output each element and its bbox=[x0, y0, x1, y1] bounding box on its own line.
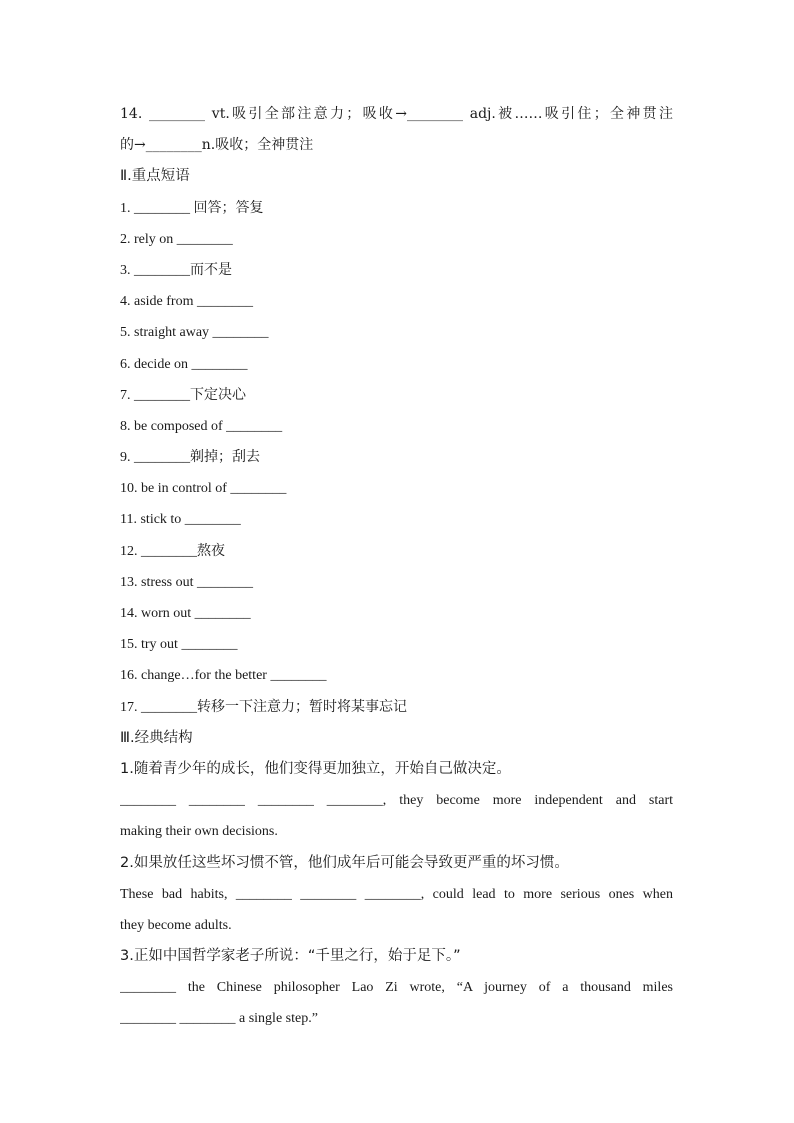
question-1-line-2: making their own decisions. bbox=[120, 824, 278, 840]
section-3-heading: Ⅲ.经典结构 bbox=[120, 729, 193, 746]
question-1-prompt: 1.随着青少年的成长，他们变得更加独立，开始自己做决定。 bbox=[120, 760, 511, 777]
phrase-item-15: 15. try out ________ bbox=[120, 637, 238, 653]
structure-question-3 bbox=[120, 941, 673, 1035]
phrase-item-10: 10. be in control of ________ bbox=[120, 481, 287, 497]
question-3-prompt: 3.正如中国哲学家老子所说：“千里之行，始于足下。” bbox=[120, 948, 461, 965]
phrase-item-4: 4. aside from ________ bbox=[120, 294, 253, 310]
phrase-item-9: 9. ________剃掉；刮去 bbox=[120, 450, 260, 466]
phrase-item-12: 12. ________熬夜 bbox=[120, 543, 225, 559]
structure-question-2 bbox=[120, 848, 673, 942]
phrase-item-14: 14. worn out ________ bbox=[120, 606, 251, 621]
phrase-item-2: 2. rely on ________ bbox=[120, 231, 233, 247]
phrase-item-5: 5. straight away ________ bbox=[120, 325, 269, 341]
vocab-item-14-line-1: 14. ________ vt.吸引全部注意力；吸收→________ adj.被……吸引住；全神贯注 bbox=[120, 106, 673, 122]
section-2-heading: Ⅱ.重点短语 bbox=[120, 168, 190, 185]
question-2-prompt: 2.如果放任这些坏习惯不管，他们成年后可能会导致更严重的坏习惯。 bbox=[120, 854, 569, 871]
phrase-item-7: 7. ________下定决心 bbox=[120, 387, 246, 403]
question-2-line-1: These bad habits, ________ ________ ________, could lead to more serious ones when bbox=[120, 886, 673, 902]
phrase-list bbox=[120, 193, 673, 723]
phrase-item-16: 16. change…for the better ________ bbox=[120, 668, 327, 684]
phrase-item-13: 13. stress out ________ bbox=[120, 574, 253, 590]
question-2-line-2: they become adults. bbox=[120, 917, 232, 933]
phrase-item-6: 6. decide on ________ bbox=[120, 356, 248, 372]
phrase-item-3: 3. ________而不是 bbox=[120, 262, 232, 278]
structure-question-1 bbox=[120, 754, 673, 848]
phrase-item-1: 1. ________ 回答；答复 bbox=[120, 200, 264, 216]
question-3-line-2: ________ ________ a single step.” bbox=[120, 1011, 318, 1027]
phrase-item-17: 17. ________转移一下注意力；暂时将某事忘记 bbox=[120, 699, 407, 715]
question-1-line-1: ________ ________ ________ ________, they become more independent and start bbox=[120, 793, 673, 809]
phrase-item-8: 8. be composed of ________ bbox=[120, 418, 283, 434]
vocab-item-14-line-2: 的→________n.吸收；全神贯注 bbox=[120, 137, 314, 154]
phrase-item-11: 11. stick to ________ bbox=[120, 512, 241, 528]
question-3-line-1: ________ the Chinese philosopher Lao Zi wrote, “A journey of a thousand miles bbox=[120, 980, 673, 996]
